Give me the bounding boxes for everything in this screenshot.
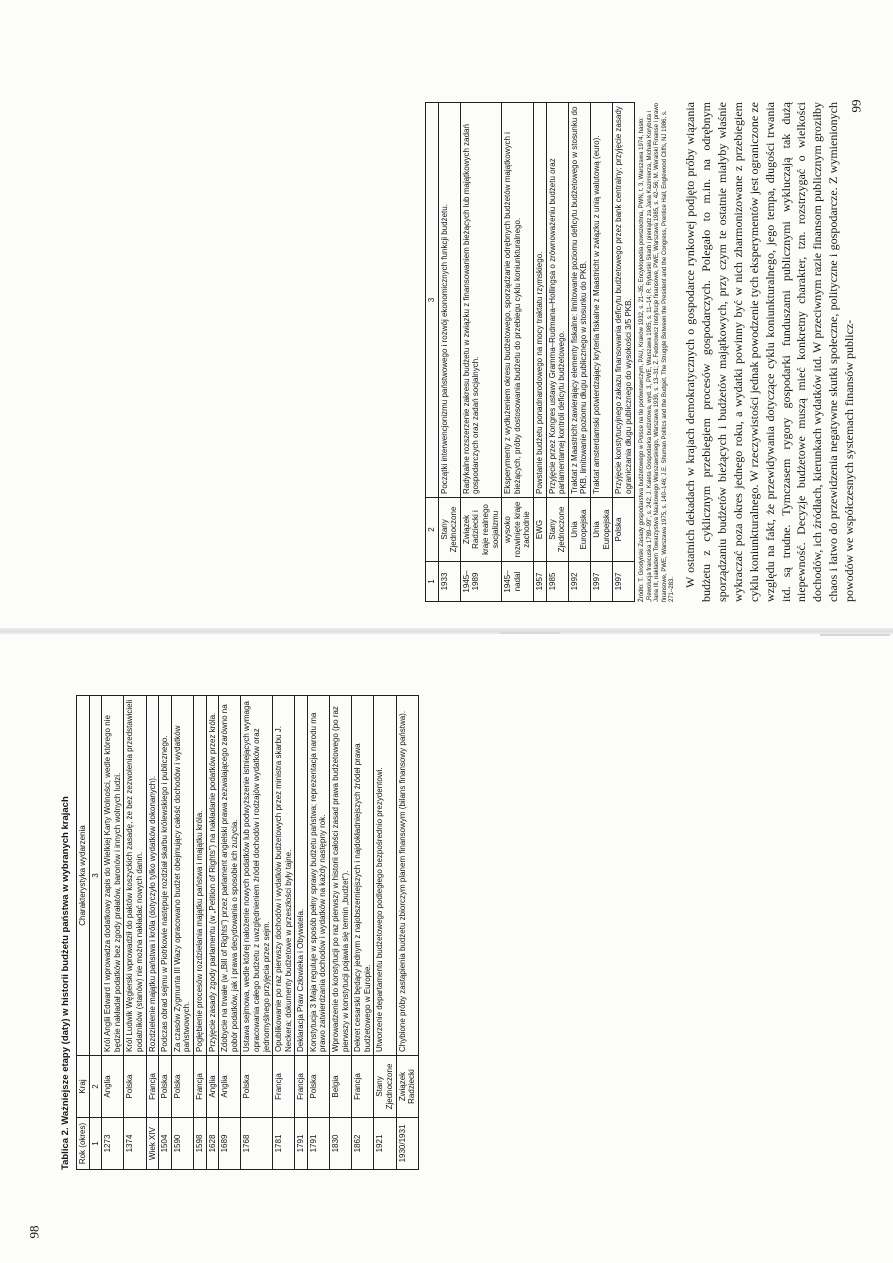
country-cell: Francja bbox=[193, 1056, 206, 1118]
table-row bbox=[546, 103, 568, 602]
country-cell: Unia Europejska bbox=[568, 498, 590, 562]
description-cell: Pogłębienie procesów rozdzielania majątku państwa i majątku króla. bbox=[193, 696, 206, 1056]
page-number-left: 98 bbox=[26, 1225, 42, 1239]
col-number: 2 bbox=[89, 1056, 102, 1118]
page-number-right: 99 bbox=[848, 99, 864, 113]
year-cell: 1768 bbox=[241, 1118, 273, 1170]
country-cell: Związek Radziecki bbox=[396, 1056, 418, 1118]
description-cell: Eksperymenty z wydłużeniem okresu budżetowego, sporządzanie odrębnych budżetów majątkowych i bieżących, próby dostosowania budżetu do przebiegu cyklu koniunkturalnego. bbox=[502, 103, 534, 498]
year-cell: 1830 bbox=[330, 1118, 352, 1170]
table-row bbox=[159, 696, 172, 1170]
description-cell: Konstytucja 3 Maja reguluje w sposób pełny sprawy budżetu państwa; reprezentacja narodu ma prawo zatwierdzania dochodów i wydatków na każdy następny rok. bbox=[307, 696, 329, 1056]
country-cell: Polska bbox=[171, 1056, 193, 1118]
table-row bbox=[307, 696, 329, 1170]
country-cell: Polska bbox=[159, 1056, 172, 1118]
history-table-part1 bbox=[76, 695, 419, 1170]
country-cell: Belgia bbox=[330, 1056, 352, 1118]
left-page bbox=[60, 695, 860, 1170]
description-cell: Utworzenie departamentu budżetowego podległego bezpośrednio prezydentowi. bbox=[374, 696, 396, 1056]
country-cell: Stany Zjednoczone bbox=[546, 498, 568, 562]
table-row bbox=[219, 696, 241, 1170]
country-cell: Francja bbox=[352, 1056, 374, 1118]
description-cell: Traktat z Maastricht zawierający elementy fiskalne: limitowanie poziomu deficytu budżetowego w stosunku do PKB, limitowanie poziomu długu publicznego w stosunku do PKB. bbox=[568, 103, 590, 498]
country-cell: Polska bbox=[613, 498, 635, 562]
description-cell: Deklaracja Praw Człowieka i Obywatela. bbox=[295, 696, 308, 1056]
description-cell: Przyjęcie przez Kongres ustawy Gramma–Rudmana–Hollingsa o zrównoważeniu budżetu oraz parlamentarnej kontroli deficytu budżetowego. bbox=[546, 103, 568, 498]
year-cell: 1504 bbox=[159, 1118, 172, 1170]
table-row bbox=[374, 696, 396, 1170]
year-cell: 1598 bbox=[193, 1118, 206, 1170]
body-paragraph: W ostatnich dekadach w krajach demokratycznych o gospodarce rynkowej podjęto próby wiązania budżetu z cyklicznym przebiegiem procesów gospodarczych. Polegało to m.in. na odrębnym sporządzaniu budżetów bieżących i budżetów majątkowych, przy czym te ostatnie miałyby właśnie wykraczać poza okres jednego roku, a wydatki powinny być w nich zharmonizowane z przebiegiem cyklu koniunkturalnego. W rzeczywistości jednak powodzenie tych eksperymentów jest ograniczone ze względu na fakt, że przewidywania dotyczące cyklu koniunkturalnego, jego tempa, długości trwania itd. są trudne. Tymczasem rygory gospodarki funduszami publicznymi wykluczają tak dużą niepewność. Decyzje budżetowe muszą mieć konkretny charakter, tzn. rozstrzygać o wielkości dochodów, ich źródłach, kierunkach wydatków itd. W przeciwnym razie finansom publicznym groziłby chaos i łatwo do przewidzenia negatywne skutki społeczne, polityczne i gospodarcze. Z wymienionych powodów we współczesnych systemach finansów publicz- bbox=[682, 102, 857, 602]
country-cell: Związek Radziecki i kraje realnego socjalizmu bbox=[460, 498, 501, 562]
description-cell: Za czasów Zygmunta III Wazy opracowano budżet obejmujący całość dochodów i wydatków państwowych. bbox=[171, 696, 193, 1056]
description-cell: Król Anglii Edward I wprowadza dodatkowy zapis do Wielkiej Karty Wolności, wedle którego nie będzie nakładał podatków bez zgody prałatów, baronów i innych wolnych ludzi. bbox=[102, 696, 124, 1056]
table-row bbox=[146, 696, 159, 1170]
col-number: 3 bbox=[89, 696, 102, 1056]
year-cell: 1689 bbox=[219, 1118, 241, 1170]
table-row bbox=[590, 103, 612, 602]
description-cell: Początki interwencjonizmu państwowego i rozwój ekonomicznych funkcji budżetu. bbox=[438, 103, 460, 498]
country-cell: Anglia bbox=[219, 1056, 241, 1118]
table-row bbox=[171, 696, 193, 1170]
table-row bbox=[193, 696, 206, 1170]
year-cell: 1921 bbox=[374, 1118, 396, 1170]
table-row bbox=[613, 103, 635, 602]
table-row bbox=[124, 696, 146, 1170]
col-header-description: Charakterystyka wydarzenia bbox=[77, 696, 90, 1056]
table-row bbox=[533, 103, 546, 602]
year-cell: 1933 bbox=[438, 562, 460, 602]
description-cell: Zdobycie na trwałe (w „Bill of Rights”) przez parlament angielski prawa zezwalającego zarówno na pobór podatków, jak i prawa decydowania o sposobie ich zużycia. bbox=[219, 696, 241, 1056]
year-cell: 1997 bbox=[613, 562, 635, 602]
year-cell: 1997 bbox=[590, 562, 612, 602]
year-cell: 1374 bbox=[124, 1118, 146, 1170]
table-row bbox=[102, 696, 124, 1170]
year-cell: 1945–nadal bbox=[502, 562, 534, 602]
scan-mark bbox=[500, 632, 560, 634]
col-number: 1 bbox=[426, 562, 439, 602]
year-cell: 1985 bbox=[546, 562, 568, 602]
description-cell: Podczas obrad sejmu w Piotrkowie następuje rozdział skarbu królewskiego i publicznego. bbox=[159, 696, 172, 1056]
table-row bbox=[330, 696, 352, 1170]
country-cell: Anglia bbox=[206, 1056, 219, 1118]
page-fold-divider bbox=[0, 628, 893, 634]
description-cell: Król Ludwik Węgierski wprowadził do paktów koszyckich zasadę, że bez zezwolenia przedstawicieli podatników (stanów) nie można nakładać nowych danin. bbox=[124, 696, 146, 1056]
year-cell: 1862 bbox=[352, 1118, 374, 1170]
col-number: 1 bbox=[89, 1118, 102, 1170]
table-row bbox=[206, 696, 219, 1170]
country-cell: wysoko rozwinięte kraje zachodnie bbox=[502, 498, 534, 562]
year-cell: Wiek XIV bbox=[146, 1118, 159, 1170]
table-row bbox=[352, 696, 374, 1170]
scan-mark bbox=[820, 634, 890, 636]
history-table-part2 bbox=[425, 102, 635, 602]
year-cell: 1273 bbox=[102, 1118, 124, 1170]
year-cell: 1930/1931 bbox=[396, 1118, 418, 1170]
col-header-country: Kraj bbox=[77, 1056, 90, 1118]
description-cell: Przyjęcie zasady zgody parlamentu (w „Petition of Rights”) na nakładanie podatków przez króla. bbox=[206, 696, 219, 1056]
description-cell: Dekret cesarski będący jednym z najobszerniejszych i najdokładniejszych źródeł prawa budżetowego w Europie. bbox=[352, 696, 374, 1056]
year-cell: 1791 bbox=[307, 1118, 329, 1170]
country-cell: Unia Europejska bbox=[590, 498, 612, 562]
source-note: Źródło: T. Grodyński Zasady gospodarstwa budżetowego w Polsce na tle porównawczym, PAU, Kraków 1932, s. 21–35; Encyklopedia powszechna, PWN, t. 3, Warszawa 1974, hasło: „Rewolucja francuska 1789–99”, s. 242; J. Kaleta Gospodarka budżetowa, wyd. 3, PWE, Warszawa 1985, s. 11–14; R. Rybarski Skarb i pieniądz za Jana Kazimierza, Michała Korybuta i Jana III, nakładem Towarzystwa Naukowego Warszawskiego, Warszawa 1939, s. 13–31; Z. Fedorowicz Instytucje finansowe, PWE, Warszawa 1985, s. 42–56; M. Weralski Finanse i prawo finansowe, PWE, Warszawa 1975, s. 140–146; J.E. Shuman Politics and the Budget. The Struggle Between the President and the Congress, Prentice Hall, Englewood Cliffs, NJ 1986, s. 271–283. bbox=[639, 103, 676, 602]
table-row bbox=[460, 103, 501, 602]
year-cell: 1590 bbox=[171, 1118, 193, 1170]
country-cell: Francja bbox=[295, 1056, 308, 1118]
table-row bbox=[273, 696, 295, 1170]
year-cell: 1957 bbox=[533, 562, 546, 602]
table-row bbox=[568, 103, 590, 602]
table-row bbox=[502, 103, 534, 602]
country-cell: Polska bbox=[241, 1056, 273, 1118]
table-row bbox=[295, 696, 308, 1170]
col-header-year: Rok (okres) bbox=[77, 1118, 90, 1170]
description-cell: Rozdzielenie majątku państwa i króla (dotyczyło tylko wydatków dokonanych). bbox=[146, 696, 159, 1056]
description-cell: Chybione próby zastąpienia budżetu zbiorczym planem finansowym (bilans finansowy państwa). bbox=[396, 696, 418, 1056]
description-cell: Powstanie budżetu ponadnarodowego na mocy traktatu rzymskiego. bbox=[533, 103, 546, 498]
description-cell: Przyjęcie konstytucyjnego zakazu finansowania deficytu budżetowego przez bank centralny; przyjęcie zasady ograniczania długu publicznego do wysokości 3/5 PKB. bbox=[613, 103, 635, 498]
year-cell: 1781 bbox=[273, 1118, 295, 1170]
description-cell: Ustawa sejmowa, wedle której nałożenie nowych podatków lub podwyższenie istniejących wymaga opracowania całego budżetu z uwzględnieniem źródeł dochodów i rodzajów wydatków oraz jednomyślnego przyjęcia przez sejm. bbox=[241, 696, 273, 1056]
year-cell: 1628 bbox=[206, 1118, 219, 1170]
country-cell: Francja bbox=[273, 1056, 295, 1118]
country-cell: Stany Zjednoczone bbox=[374, 1056, 396, 1118]
description-cell: Traktat amsterdamski potwierdzający kryteria fiskalne z Maastricht w związku z unią walutową (euro). bbox=[590, 103, 612, 498]
table-row bbox=[241, 696, 273, 1170]
col-number: 3 bbox=[426, 103, 439, 498]
year-cell: 1945–1989 bbox=[460, 562, 501, 602]
table-row bbox=[438, 103, 460, 602]
country-cell: Anglia bbox=[102, 1056, 124, 1118]
country-cell: EWG bbox=[533, 498, 546, 562]
year-cell: 1791 bbox=[295, 1118, 308, 1170]
table-row bbox=[396, 696, 418, 1170]
description-cell: Opublikowanie po raz pierwszy dochodów i wydatków budżetowych przez ministra skarbu J. Neckera; dokumenty budżetowe w przeszłości były tajne. bbox=[273, 696, 295, 1056]
description-cell: Radykalne rozszerzenie zakresu budżetu w związku z finansowaniem bieżących lub majątkowych zadań gospodarczych oraz zadań socjalnych. bbox=[460, 103, 501, 498]
right-page bbox=[425, 102, 857, 602]
description-cell: Wprowadzenie do konstytucji po raz pierwszy w historii całości zasad prawa budżetowego (po raz pierwszy w konstytucji pojawia się termin „budżet”). bbox=[330, 696, 352, 1056]
country-cell: Stany Zjednoczone bbox=[438, 498, 460, 562]
country-cell: Polska bbox=[307, 1056, 329, 1118]
country-cell: Francja bbox=[146, 1056, 159, 1118]
year-cell: 1992 bbox=[568, 562, 590, 602]
country-cell: Polska bbox=[124, 1056, 146, 1118]
table-title: Tablica 2. Ważniejsze etapy (daty) w historii budżetu państwa w wybranych krajach bbox=[60, 796, 71, 1170]
col-number: 2 bbox=[426, 498, 439, 562]
